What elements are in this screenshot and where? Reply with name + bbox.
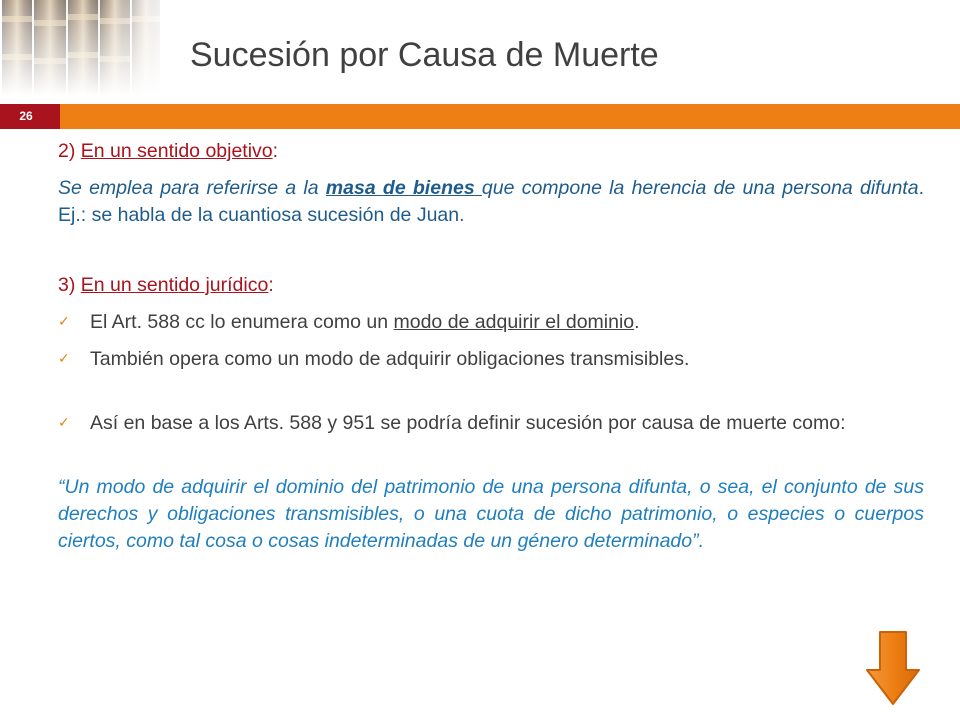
bullet-text-pre: El Art. 588 cc lo enumera como un bbox=[90, 311, 394, 333]
bullet-item bbox=[58, 346, 924, 373]
section2-number: 2) bbox=[58, 140, 81, 162]
section2-colon: : bbox=[272, 140, 279, 162]
section2-highlight: masa de bienes bbox=[325, 177, 482, 199]
slide-content bbox=[58, 138, 924, 555]
section3-heading-text: En un sentido jurídico bbox=[80, 274, 269, 296]
bullet-text-pre: También opera como un modo de adquirir obligaciones transmisibles. bbox=[90, 348, 690, 370]
bullet-text-pre: Así en base a los Arts. 588 y 951 se podría definir sucesión por causa de muerte como: bbox=[90, 412, 846, 434]
section3-colon: : bbox=[268, 274, 274, 296]
section2-text-pre: Se emplea para referirse a la bbox=[58, 177, 326, 199]
checkmark-icon: ✓ bbox=[58, 314, 70, 330]
bullet-item bbox=[58, 309, 924, 336]
bullet-text-underlined: modo de adquirir el dominio bbox=[393, 311, 635, 333]
slide-number: 26 bbox=[19, 109, 33, 123]
slide-title: Sucesión por Causa de Muerte bbox=[190, 36, 659, 74]
checkmark-icon: ✓ bbox=[58, 351, 70, 367]
bullet-item bbox=[58, 410, 924, 437]
checkmark-icon: ✓ bbox=[58, 415, 70, 431]
section2-text-post: que compone la herencia de una persona difunta bbox=[481, 177, 919, 199]
section2-example: . Ej.: se habla de la cuantiosa sucesión de Juan. bbox=[58, 177, 924, 226]
title-bar bbox=[0, 104, 960, 129]
section2-heading bbox=[58, 138, 924, 165]
definition-quote: “Un modo de adquirir el dominio del patrimonio de una persona difunta, o sea, el conjunto de sus derechos y obligaciones transmisibles, o una cuota de dicho patrimonio, o especies o cuerpos ciertos, como tal cosa o cosas indeterminadas de un género determinado”. bbox=[58, 476, 924, 552]
section2-heading-text: En un sentido objetivo bbox=[80, 140, 273, 162]
section2-definition bbox=[58, 175, 924, 229]
bullet-text-post: . bbox=[634, 311, 640, 333]
header-books-image bbox=[0, 0, 168, 96]
section3-heading bbox=[58, 272, 924, 299]
down-arrow-icon[interactable] bbox=[865, 630, 921, 706]
section3-number: 3) bbox=[58, 274, 81, 296]
